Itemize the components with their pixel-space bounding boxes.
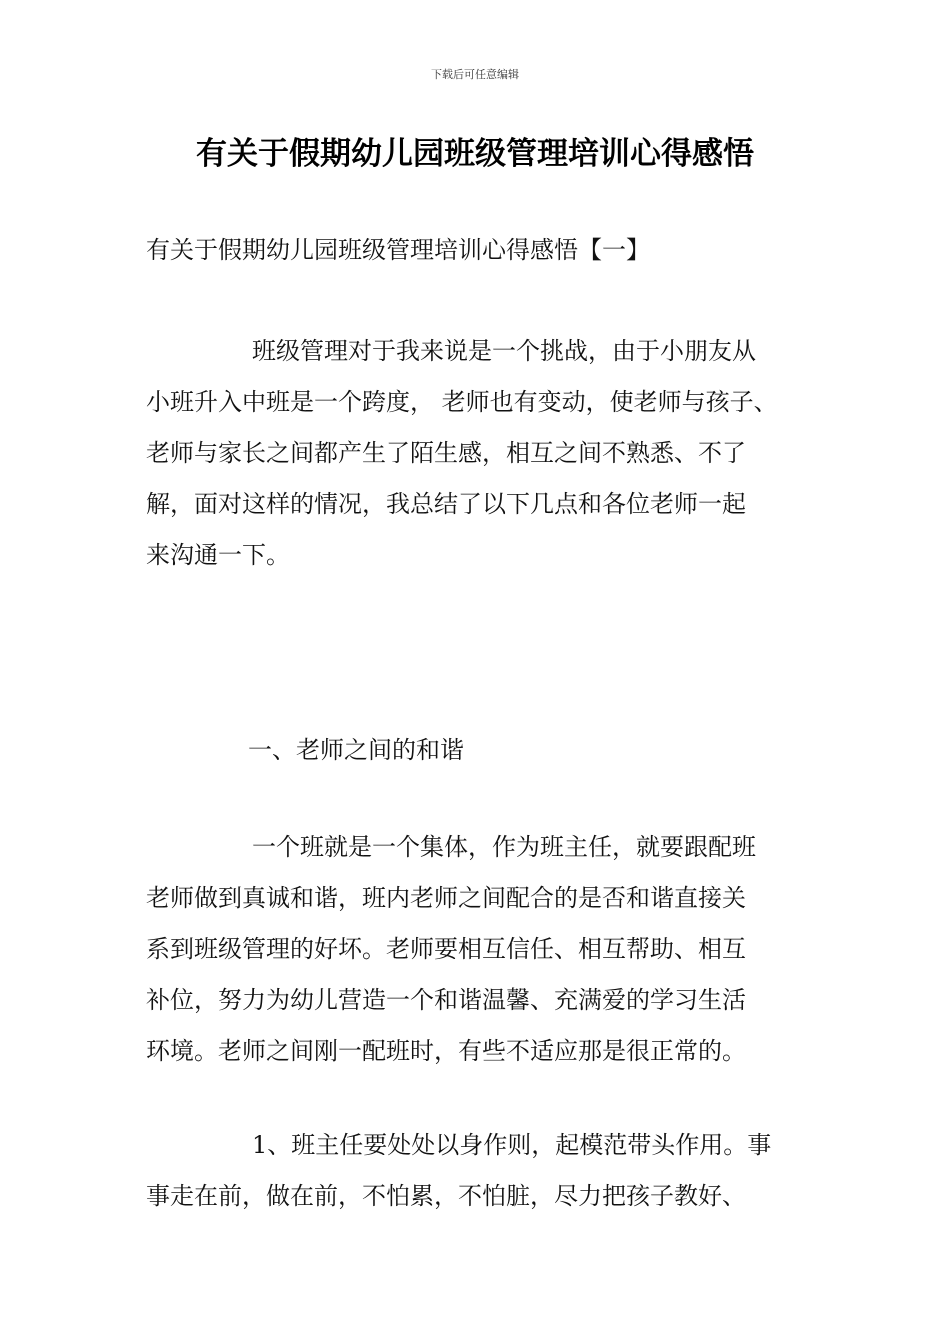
paragraph-line: 小班升入中班是一个跨度， 老师也有变动，使老师与孩子、 bbox=[146, 388, 778, 416]
paragraph-line: 事走在前，做在前，不怕累，不怕脏，尽力把孩子教好、 bbox=[146, 1182, 746, 1210]
paragraph-line: 补位，努力为幼儿营造一个和谐温馨、充满爱的学习生活 bbox=[146, 986, 746, 1014]
paragraph-line: 来沟通一下。 bbox=[146, 541, 290, 569]
document-title: 有关于假期幼儿园班级管理培训心得感悟 bbox=[196, 136, 754, 172]
paragraph-line: 老师做到真诚和谐，班内老师之间配合的是否和谐直接关 bbox=[146, 884, 746, 912]
section-heading: 一、老师之间的和谐 bbox=[248, 736, 464, 764]
paragraph-line: 1、班主任要处处以身作则，起模范带头作用。事 bbox=[252, 1131, 772, 1159]
paragraph-line: 班级管理对于我来说是一个挑战，由于小朋友从 bbox=[252, 337, 756, 365]
paragraph-line: 老师与家长之间都产生了陌生感，相互之间不熟悉、不了 bbox=[146, 439, 746, 467]
document-subtitle: 有关于假期幼儿园班级管理培训心得感悟【一】 bbox=[146, 236, 650, 264]
paragraph-intro bbox=[146, 326, 806, 581]
paragraph-line: 环境。老师之间刚一配班时，有些不适应那是很正常的。 bbox=[146, 1037, 746, 1065]
paragraph-point-1 bbox=[146, 1120, 806, 1222]
paragraph-line: 解，面对这样的情况，我总结了以下几点和各位老师一起 bbox=[146, 490, 746, 518]
paragraph-harmony bbox=[146, 822, 806, 1077]
paragraph-line: 系到班级管理的好坏。老师要相互信任、相互帮助、相互 bbox=[146, 935, 746, 963]
paragraph-line: 一个班就是一个集体，作为班主任，就要跟配班 bbox=[252, 833, 756, 861]
header-note: 下载后可任意编辑 bbox=[431, 68, 519, 81]
